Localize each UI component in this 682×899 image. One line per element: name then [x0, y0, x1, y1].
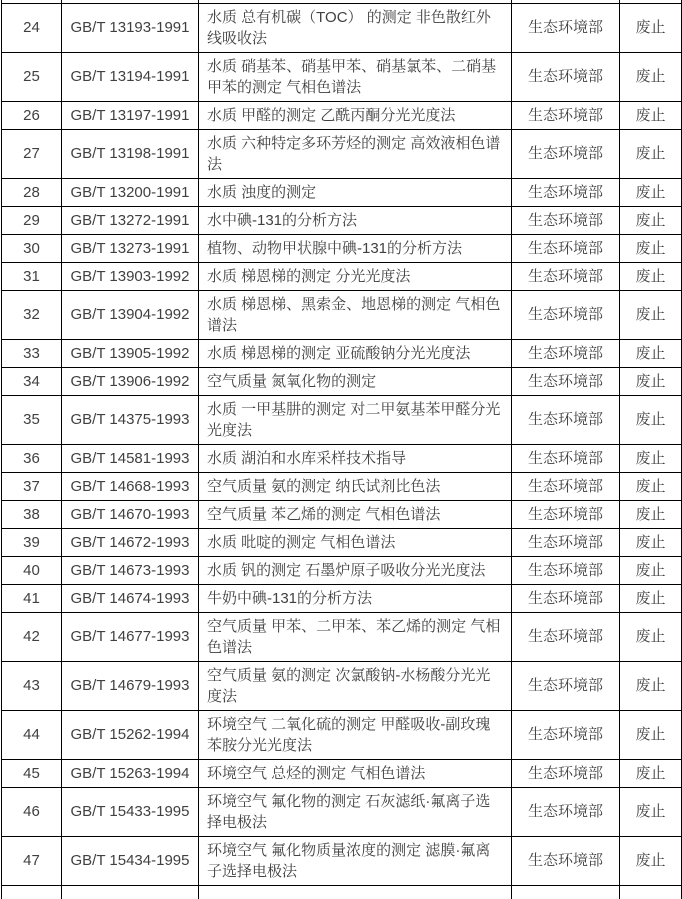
- row-number-cell: 42: [2, 612, 62, 661]
- row-number-cell: 25: [2, 52, 62, 101]
- status-cell: 废止: [620, 444, 682, 472]
- department-cell: 生态环境部: [512, 262, 620, 290]
- standard-name-cell: 水质 总有机碳（TOC） 的测定 非色散红外线吸收法: [199, 3, 512, 52]
- department-cell: 生态环境部: [512, 710, 620, 759]
- table-row: [2, 556, 682, 584]
- clipped-cell: [512, 885, 620, 899]
- standard-name-cell: 环境空气 总烃的测定 气相色谱法: [199, 759, 512, 787]
- table-row: [2, 661, 682, 710]
- standard-code-cell: GB/T 13272-1991: [62, 206, 199, 234]
- standard-name-cell: 环境空气 二氧化硫的测定 甲醛吸收-副玫瑰苯胺分光光度法: [199, 710, 512, 759]
- status-cell: 废止: [620, 661, 682, 710]
- status-cell: 废止: [620, 367, 682, 395]
- status-cell: 废止: [620, 710, 682, 759]
- department-cell: 生态环境部: [512, 836, 620, 885]
- department-cell: 生态环境部: [512, 3, 620, 52]
- standard-code-cell: GB/T 15433-1995: [62, 787, 199, 836]
- table-row: [2, 52, 682, 101]
- standard-name-cell: 空气质量 氮氧化物的测定: [199, 367, 512, 395]
- table-row: [2, 836, 682, 885]
- status-cell: 废止: [620, 612, 682, 661]
- table-row: [2, 3, 682, 52]
- row-number-cell: 43: [2, 661, 62, 710]
- row-number-cell: 40: [2, 556, 62, 584]
- standard-code-cell: GB/T 13194-1991: [62, 52, 199, 101]
- standard-code-cell: GB/T 14679-1993: [62, 661, 199, 710]
- row-number-cell: 37: [2, 472, 62, 500]
- standard-name-cell: 水质 甲醛的测定 乙酰丙酮分光光度法: [199, 101, 512, 129]
- table-row: [2, 234, 682, 262]
- standard-name-cell: 水质 钒的测定 石墨炉原子吸收分光光度法: [199, 556, 512, 584]
- table-row: [2, 710, 682, 759]
- row-number-cell: 44: [2, 710, 62, 759]
- clipped-cell: [199, 885, 512, 899]
- standard-code-cell: GB/T 14677-1993: [62, 612, 199, 661]
- row-number-cell: 47: [2, 836, 62, 885]
- standard-name-cell: 水质 梯恩梯、黑索金、地恩梯的测定 气相色谱法: [199, 290, 512, 339]
- department-cell: 生态环境部: [512, 444, 620, 472]
- table-row: [2, 759, 682, 787]
- standard-name-cell: 空气质量 氨的测定 纳氏试剂比色法: [199, 472, 512, 500]
- standard-code-cell: GB/T 13197-1991: [62, 101, 199, 129]
- standard-code-cell: GB/T 14673-1993: [62, 556, 199, 584]
- status-cell: 废止: [620, 472, 682, 500]
- row-number-cell: 33: [2, 339, 62, 367]
- table-row: [2, 129, 682, 178]
- table-row: [2, 472, 682, 500]
- table-row: [2, 500, 682, 528]
- row-number-cell: 46: [2, 787, 62, 836]
- standards-table: [1, 0, 682, 899]
- row-number-cell: 32: [2, 290, 62, 339]
- table-row: [2, 584, 682, 612]
- department-cell: 生态环境部: [512, 206, 620, 234]
- row-number-cell: 45: [2, 759, 62, 787]
- department-cell: 生态环境部: [512, 528, 620, 556]
- standard-name-cell: 水质 湖泊和水库采样技术指导: [199, 444, 512, 472]
- status-cell: 废止: [620, 129, 682, 178]
- standard-code-cell: GB/T 15434-1995: [62, 836, 199, 885]
- status-cell: 废止: [620, 206, 682, 234]
- status-cell: 废止: [620, 339, 682, 367]
- standard-code-cell: GB/T 13198-1991: [62, 129, 199, 178]
- department-cell: 生态环境部: [512, 101, 620, 129]
- department-cell: 生态环境部: [512, 178, 620, 206]
- status-cell: 废止: [620, 101, 682, 129]
- standard-code-cell: GB/T 13193-1991: [62, 3, 199, 52]
- standard-name-cell: 水质 硝基苯、硝基甲苯、硝基氯苯、二硝基甲苯的测定 气相色谱法: [199, 52, 512, 101]
- standard-code-cell: GB/T 13906-1992: [62, 367, 199, 395]
- table-row: [2, 339, 682, 367]
- table-row: [2, 101, 682, 129]
- department-cell: 生态环境部: [512, 787, 620, 836]
- standard-name-cell: 水质 浊度的测定: [199, 178, 512, 206]
- row-number-cell: 35: [2, 395, 62, 444]
- table-row: [2, 206, 682, 234]
- standard-name-cell: 水质 六种特定多环芳烃的测定 高效液相色谱法: [199, 129, 512, 178]
- department-cell: 生态环境部: [512, 367, 620, 395]
- status-cell: 废止: [620, 290, 682, 339]
- status-cell: 废止: [620, 836, 682, 885]
- row-number-cell: 36: [2, 444, 62, 472]
- table-row: [2, 367, 682, 395]
- status-cell: 废止: [620, 395, 682, 444]
- table-row: [2, 444, 682, 472]
- standard-name-cell: 空气质量 苯乙烯的测定 气相色谱法: [199, 500, 512, 528]
- standard-code-cell: GB/T 14672-1993: [62, 528, 199, 556]
- department-cell: 生态环境部: [512, 290, 620, 339]
- clipped-cell: [2, 885, 62, 899]
- table-row: [2, 787, 682, 836]
- status-cell: 废止: [620, 3, 682, 52]
- table-row: [2, 262, 682, 290]
- standards-table-body: [2, 0, 682, 899]
- standard-name-cell: 水中碘-131的分析方法: [199, 206, 512, 234]
- row-number-cell: 29: [2, 206, 62, 234]
- table-row: [2, 612, 682, 661]
- department-cell: 生态环境部: [512, 472, 620, 500]
- department-cell: 生态环境部: [512, 661, 620, 710]
- status-cell: 废止: [620, 528, 682, 556]
- standard-code-cell: GB/T 15262-1994: [62, 710, 199, 759]
- table-row: [2, 528, 682, 556]
- clipped-cell: [62, 885, 199, 899]
- status-cell: 废止: [620, 500, 682, 528]
- row-number-cell: 24: [2, 3, 62, 52]
- clipped-cell: [620, 885, 682, 899]
- standard-code-cell: GB/T 13200-1991: [62, 178, 199, 206]
- standard-code-cell: GB/T 14668-1993: [62, 472, 199, 500]
- standard-name-cell: 空气质量 甲苯、二甲苯、苯乙烯的测定 气相色谱法: [199, 612, 512, 661]
- standard-code-cell: GB/T 13904-1992: [62, 290, 199, 339]
- status-cell: 废止: [620, 178, 682, 206]
- standard-code-cell: GB/T 13905-1992: [62, 339, 199, 367]
- row-number-cell: 34: [2, 367, 62, 395]
- status-cell: 废止: [620, 52, 682, 101]
- standard-name-cell: 植物、动物甲状腺中碘-131的分析方法: [199, 234, 512, 262]
- department-cell: 生态环境部: [512, 759, 620, 787]
- standard-name-cell: 水质 梯恩梯的测定 亚硫酸钠分光光度法: [199, 339, 512, 367]
- department-cell: 生态环境部: [512, 129, 620, 178]
- table-row: [2, 290, 682, 339]
- standard-name-cell: 环境空气 氟化物的测定 石灰滤纸·氟离子选择电极法: [199, 787, 512, 836]
- department-cell: 生态环境部: [512, 500, 620, 528]
- department-cell: 生态环境部: [512, 395, 620, 444]
- standard-name-cell: 水质 吡啶的测定 气相色谱法: [199, 528, 512, 556]
- standard-name-cell: 环境空气 氟化物质量浓度的测定 滤膜·氟离子选择电极法: [199, 836, 512, 885]
- row-number-cell: 38: [2, 500, 62, 528]
- standard-code-cell: GB/T 13903-1992: [62, 262, 199, 290]
- row-number-cell: 31: [2, 262, 62, 290]
- status-cell: 废止: [620, 787, 682, 836]
- standard-code-cell: GB/T 14670-1993: [62, 500, 199, 528]
- table-row: [2, 178, 682, 206]
- standard-name-cell: 空气质量 氨的测定 次氯酸钠-水杨酸分光光度法: [199, 661, 512, 710]
- status-cell: 废止: [620, 262, 682, 290]
- department-cell: 生态环境部: [512, 234, 620, 262]
- department-cell: 生态环境部: [512, 52, 620, 101]
- standard-name-cell: 水质 一甲基肼的测定 对二甲氨基苯甲醛分光光度法: [199, 395, 512, 444]
- table-row: [2, 395, 682, 444]
- standard-name-cell: 水质 梯恩梯的测定 分光光度法: [199, 262, 512, 290]
- standard-code-cell: GB/T 14674-1993: [62, 584, 199, 612]
- standard-code-cell: GB/T 14581-1993: [62, 444, 199, 472]
- row-number-cell: 28: [2, 178, 62, 206]
- clipped-row: [2, 885, 682, 899]
- standard-name-cell: 牛奶中碘-131的分析方法: [199, 584, 512, 612]
- status-cell: 废止: [620, 759, 682, 787]
- department-cell: 生态环境部: [512, 612, 620, 661]
- status-cell: 废止: [620, 584, 682, 612]
- row-number-cell: 26: [2, 101, 62, 129]
- department-cell: 生态环境部: [512, 556, 620, 584]
- row-number-cell: 41: [2, 584, 62, 612]
- department-cell: 生态环境部: [512, 584, 620, 612]
- standard-code-cell: GB/T 14375-1993: [62, 395, 199, 444]
- row-number-cell: 30: [2, 234, 62, 262]
- department-cell: 生态环境部: [512, 339, 620, 367]
- standard-code-cell: GB/T 13273-1991: [62, 234, 199, 262]
- status-cell: 废止: [620, 234, 682, 262]
- standard-code-cell: GB/T 15263-1994: [62, 759, 199, 787]
- row-number-cell: 39: [2, 528, 62, 556]
- row-number-cell: 27: [2, 129, 62, 178]
- status-cell: 废止: [620, 556, 682, 584]
